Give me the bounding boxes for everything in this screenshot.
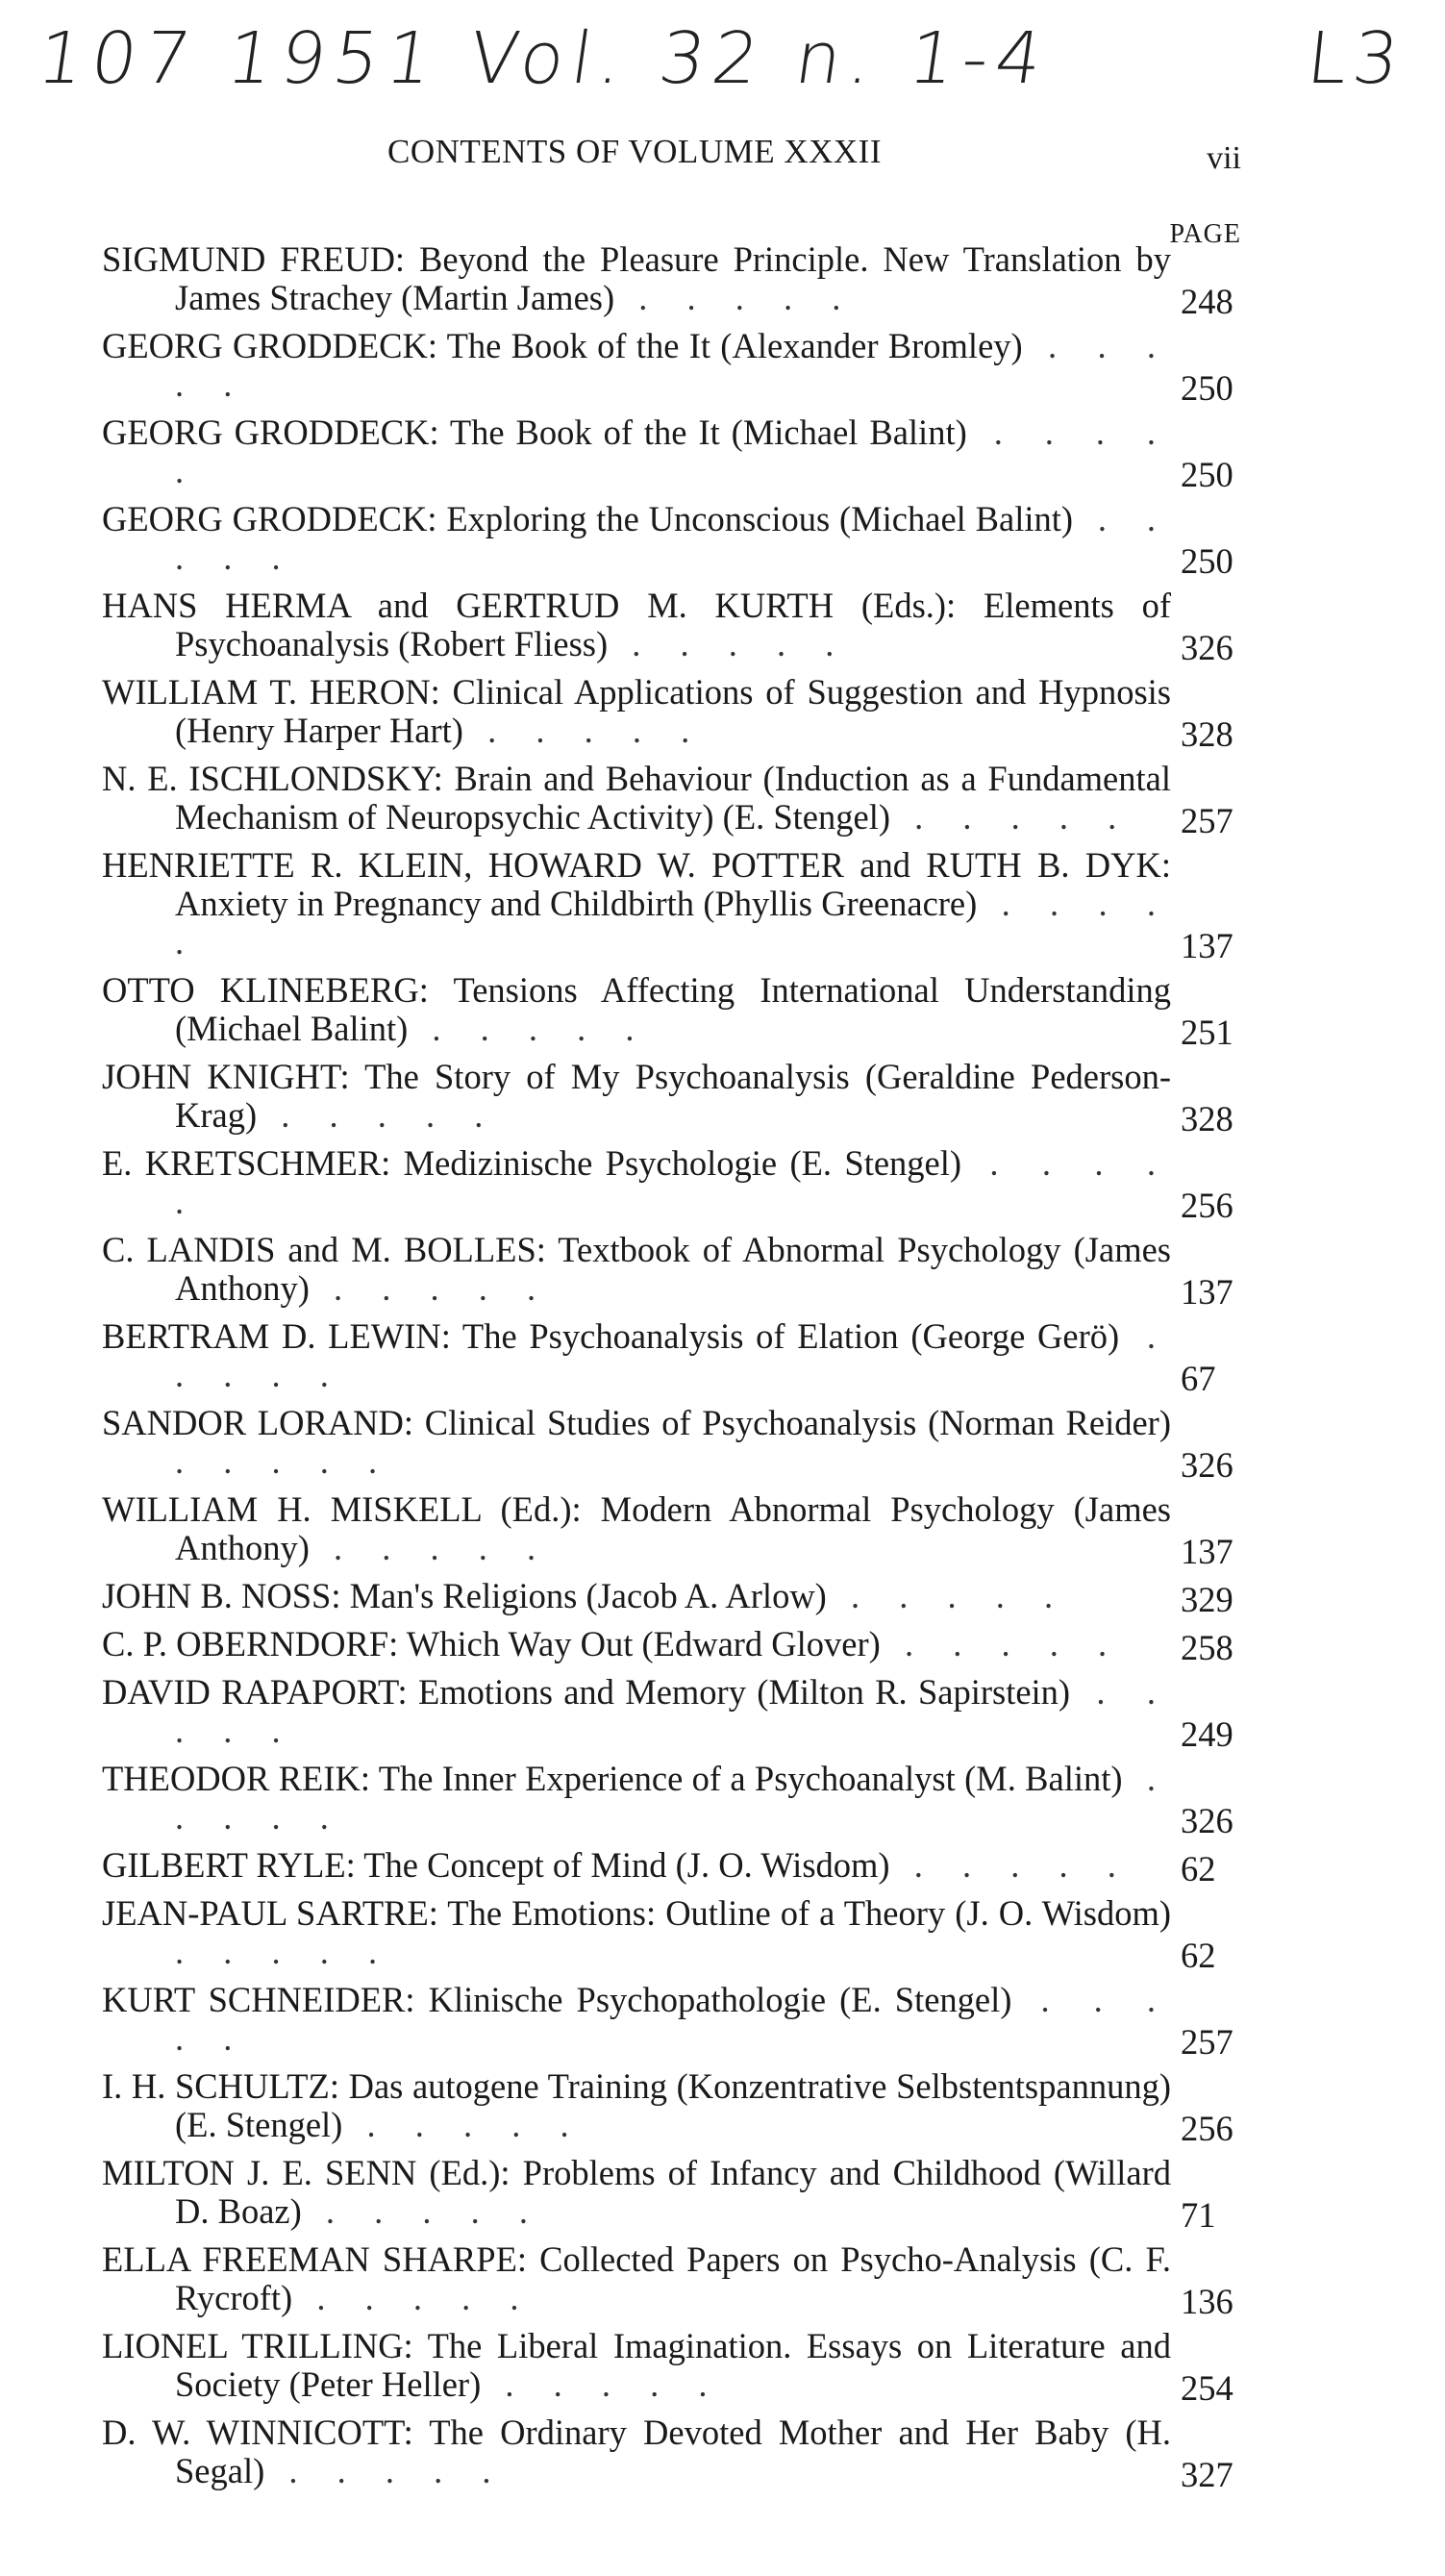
toc-entry-page: 248 xyxy=(1181,282,1233,321)
toc-entry-text: BERTRAM D. LEWIN: The Psychoanalysis of Elation (George Gerö) xyxy=(102,1316,1120,1356)
toc-entry-text: MILTON J. E. SENN (Ed.): Problems of Infancy and Childhood (Willard D. Boaz) xyxy=(102,2153,1171,2231)
toc-entry xyxy=(102,1489,1248,1571)
dot-leader: . . . . . xyxy=(826,1576,1069,1615)
toc-entry xyxy=(102,326,1248,408)
toc-entry-page: 326 xyxy=(1181,628,1233,667)
toc-entry xyxy=(102,1230,1248,1312)
toc-entry xyxy=(102,759,1248,840)
toc-entry-page: 137 xyxy=(1181,926,1233,965)
toc-entry-text: HENRIETTE R. KLEIN, HOWARD W. POTTER and RUTH B. DYK: Anxiety in Pregnancy and Childbirth (Phyllis Greenacre) xyxy=(102,845,1171,923)
toc-entry-text: OTTO KLINEBERG: Tensions Affecting International Understanding (Michael Balint) xyxy=(102,970,1171,1048)
toc-entry-text: N. E. ISCHLONDSKY: Brain and Behaviour (Induction as a Fundamental Mechanism of Neuropsychic Activity) (E. Stengel) xyxy=(102,759,1171,837)
dot-leader: . . . . . xyxy=(301,2191,544,2231)
handwritten-volume-note: 107 1951 Vol. 32 n. 1-4 xyxy=(32,17,1055,100)
toc-entry-text: E. KRETSCHMER: Medizinische Psychologie (E. Stengel) xyxy=(102,1143,962,1183)
toc-entry-page: 136 xyxy=(1181,2282,1233,2321)
toc-entry xyxy=(102,1845,1248,1888)
roman-page-number: vii xyxy=(1207,140,1241,176)
dot-leader: . . . . . xyxy=(309,1268,552,1308)
toc-entry-text: C. LANDIS and M. BOLLES: Textbook of Abnormal Psychology (James Anthony) xyxy=(102,1230,1171,1308)
toc-entry-text: HANS HERMA and GERTRUD M. KURTH (Eds.): Elements of Psychoanalysis (Robert Fliess) xyxy=(102,586,1171,663)
toc-entry xyxy=(102,2239,1248,2321)
dot-leader: . . . . . xyxy=(175,1932,393,1971)
toc-entry-page: 249 xyxy=(1181,1714,1233,1754)
toc-entry xyxy=(102,1316,1248,1398)
table-of-contents xyxy=(102,240,1248,2500)
toc-entry-text: DAVID RAPAPORT: Emotions and Memory (Milton R. Sapirstein) xyxy=(102,1672,1071,1712)
dot-leader: . . . . . xyxy=(175,1316,1171,1394)
toc-entry-page: 327 xyxy=(1181,2455,1233,2494)
toc-entry-page: 326 xyxy=(1181,1801,1233,1840)
toc-entry-page: 257 xyxy=(1181,2022,1233,2062)
handwritten-shelf-mark: L3 xyxy=(1303,17,1408,100)
page-header xyxy=(0,133,1445,181)
toc-entry-page: 67 xyxy=(1181,1359,1216,1398)
toc-entry xyxy=(102,1759,1248,1840)
toc-entry-page: 256 xyxy=(1181,1186,1233,1225)
toc-entry-page: 256 xyxy=(1181,2109,1233,2148)
dot-leader: . . . . . xyxy=(175,499,1172,577)
toc-entry xyxy=(102,1576,1248,1619)
dot-leader: . . . . . xyxy=(175,1143,1171,1221)
toc-entry-text: WILLIAM H. MISKELL (Ed.): Modern Abnormal Psychology (James Anthony) xyxy=(102,1489,1171,1567)
toc-entry xyxy=(102,845,1248,965)
toc-entry xyxy=(102,1143,1248,1225)
toc-entry xyxy=(102,499,1248,581)
dot-leader: . . . . . xyxy=(608,624,850,663)
toc-entry-text: SIGMUND FREUD: Beyond the Pleasure Principle. New Translation by James Strachey (Martin James) xyxy=(102,239,1171,317)
toc-entry-text: JEAN-PAUL SARTRE: The Emotions: Outline of a Theory (J. O. Wisdom) xyxy=(102,1893,1171,1933)
dot-leader: . . . . . xyxy=(462,711,706,750)
toc-entry xyxy=(102,1980,1248,2062)
dot-leader: . . . . . xyxy=(175,1759,1171,1837)
dot-leader: . . . . . xyxy=(175,1672,1171,1750)
toc-entry-page: 250 xyxy=(1181,541,1233,581)
toc-entry-page: 254 xyxy=(1181,2368,1233,2408)
dot-leader: . . . . . xyxy=(890,797,1133,837)
toc-entry xyxy=(102,413,1248,494)
dot-leader: . . . . . xyxy=(175,326,1172,404)
dot-leader: . . . . . xyxy=(880,1624,1123,1663)
toc-entry-text: D. W. WINNICOTT: The Ordinary Devoted Mother and Her Baby (H. Segal) xyxy=(102,2413,1171,2490)
toc-entry-text: GILBERT RYLE: The Concept of Mind (J. O. Wisdom) xyxy=(102,1845,890,1885)
toc-entry-page: 329 xyxy=(1181,1580,1233,1619)
toc-entry-page: 62 xyxy=(1181,1936,1216,1975)
toc-entry xyxy=(102,239,1248,321)
toc-entry-page: 328 xyxy=(1181,714,1233,754)
dot-leader: . . . . . xyxy=(257,1095,499,1135)
toc-entry xyxy=(102,2153,1248,2235)
toc-entry xyxy=(102,970,1248,1052)
toc-entry-text: ELLA FREEMAN SHARPE: Collected Papers on Psycho-Analysis (C. F. Rycroft) xyxy=(102,2239,1171,2317)
dot-leader: . . . . . xyxy=(264,2451,507,2490)
toc-entry xyxy=(102,672,1248,754)
dot-leader: . . . . . xyxy=(408,1009,650,1048)
toc-entry xyxy=(102,2326,1248,2408)
toc-entry-text: GEORG GRODDECK: The Book of the It (Alexander Bromley) xyxy=(102,326,1023,365)
toc-entry-text: JOHN B. NOSS: Man's Religions (Jacob A. Arlow) xyxy=(102,1576,827,1615)
toc-entry-text: SANDOR LORAND: Clinical Studies of Psychoanalysis (Norman Reider) xyxy=(102,1403,1171,1442)
toc-entry xyxy=(102,1403,1248,1485)
toc-entry xyxy=(102,1624,1248,1667)
toc-entry-text: GEORG GRODDECK: Exploring the Unconscious (Michael Balint) xyxy=(102,499,1074,538)
toc-entry xyxy=(102,2066,1248,2148)
toc-entry xyxy=(102,1057,1248,1138)
page-column-label: PAGE xyxy=(1169,219,1241,249)
toc-entry-page: 257 xyxy=(1181,801,1233,840)
dot-leader: . . . . . xyxy=(614,278,857,317)
toc-entry-text: I. H. SCHULTZ: Das autogene Training (Konzentrative Selbstentspannung) (E. Stengel) xyxy=(102,2066,1171,2144)
page-title: CONTENTS OF VOLUME XXXII xyxy=(387,133,882,170)
toc-entry xyxy=(102,586,1248,667)
dot-leader: . . . . . xyxy=(175,1441,393,1481)
toc-entry xyxy=(102,1672,1248,1754)
dot-leader: . . . . . xyxy=(175,884,1171,962)
dot-leader: . . . . . xyxy=(175,1980,1171,2058)
toc-entry-page: 258 xyxy=(1181,1628,1233,1667)
toc-entry-page: 71 xyxy=(1181,2195,1216,2235)
handwritten-annotation xyxy=(32,17,1408,123)
toc-entry-text: C. P. OBERNDORF: Which Way Out (Edward Glover) xyxy=(102,1624,881,1663)
toc-entry-page: 326 xyxy=(1181,1445,1233,1485)
dot-leader: . . . . . xyxy=(175,413,1172,490)
toc-entry-page: 251 xyxy=(1181,1013,1233,1052)
toc-entry-page: 137 xyxy=(1181,1272,1233,1312)
toc-entry-page: 137 xyxy=(1181,1532,1233,1571)
toc-entry-text: WILLIAM T. HERON: Clinical Applications of Suggestion and Hypnosis (Henry Harper Hart) xyxy=(102,672,1171,750)
toc-entry xyxy=(102,1893,1248,1975)
toc-entry-page: 62 xyxy=(1181,1849,1216,1888)
toc-entry-page: 250 xyxy=(1181,368,1233,408)
dot-leader: . . . . . xyxy=(309,1528,552,1567)
toc-entry xyxy=(102,2413,1248,2494)
toc-entry-page: 250 xyxy=(1181,455,1233,494)
toc-entry-text: KURT SCHNEIDER: Klinische Psychopathologie (E. Stengel) xyxy=(102,1980,1012,2019)
toc-entry-text: GEORG GRODDECK: The Book of the It (Michael Balint) xyxy=(102,413,967,452)
dot-leader: . . . . . xyxy=(481,2364,723,2404)
toc-entry-text: JOHN KNIGHT: The Story of My Psychoanalysis (Geraldine Pederson-Krag) xyxy=(102,1057,1171,1135)
toc-entry-page: 328 xyxy=(1181,1099,1233,1138)
toc-entry-text: THEODOR REIK: The Inner Experience of a Psychoanalyst (M. Balint) xyxy=(102,1759,1123,1798)
dot-leader: . . . . . xyxy=(342,2105,585,2144)
dot-leader: . . . . . xyxy=(292,2278,535,2317)
dot-leader: . . . . . xyxy=(889,1845,1132,1885)
toc-entry-text: LIONEL TRILLING: The Liberal Imagination. Essays on Literature and Society (Peter Heller) xyxy=(102,2326,1171,2404)
